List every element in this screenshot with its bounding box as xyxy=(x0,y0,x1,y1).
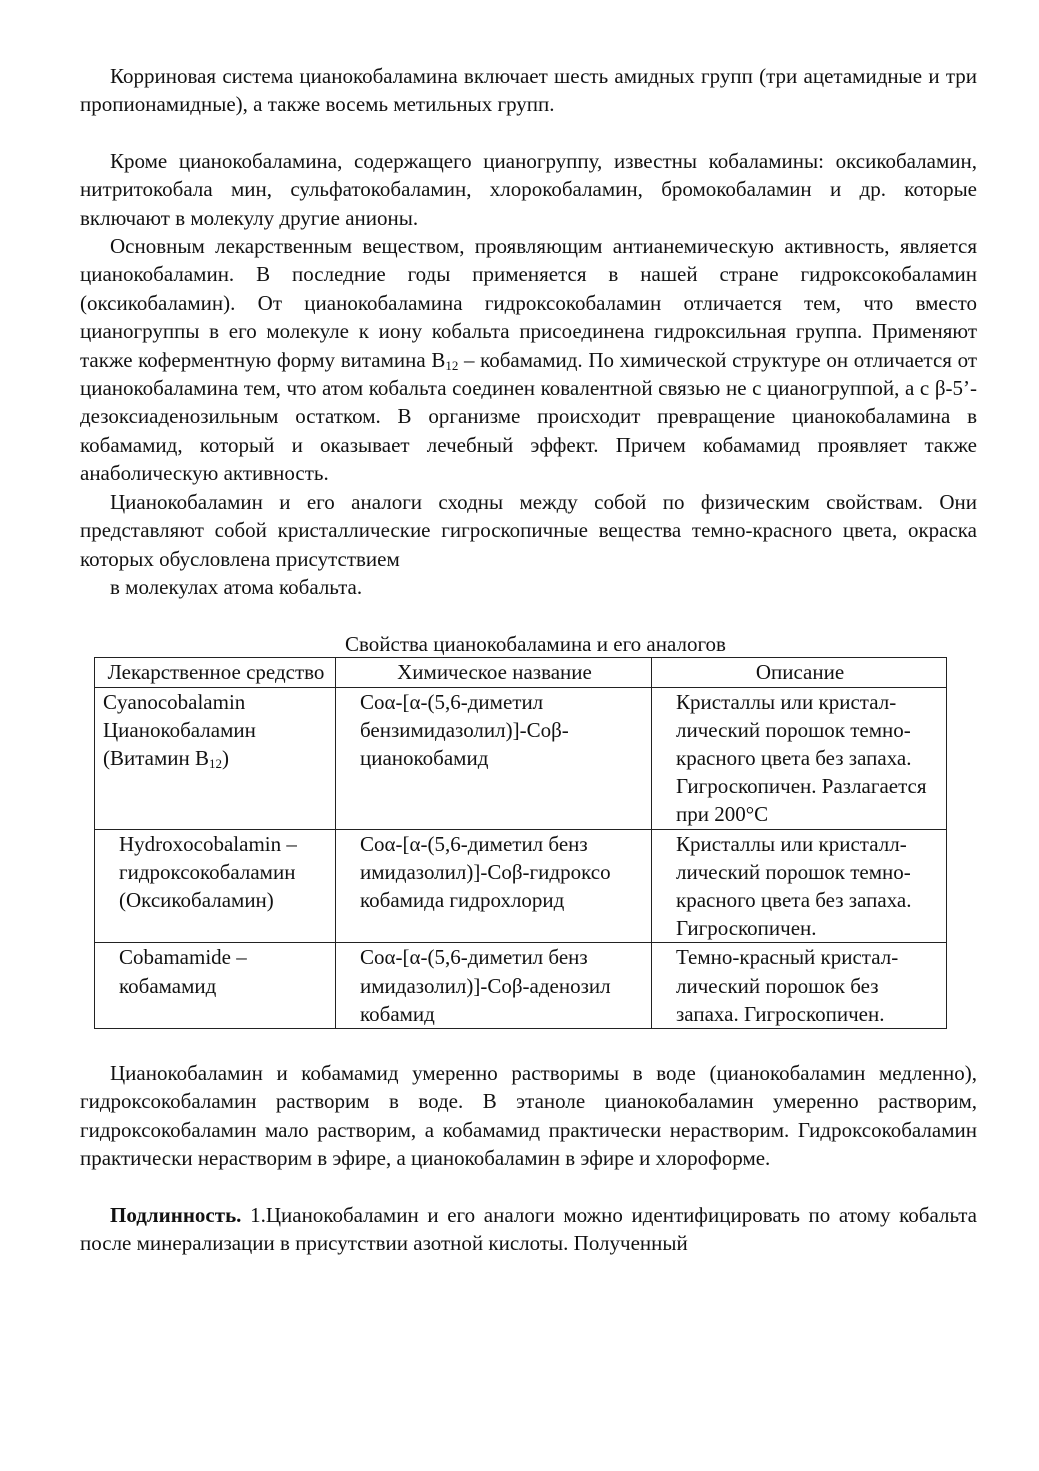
paragraph-solubility: Цианокобаламин и кобамамид умеренно растворимы в воде (цианокобаламин медленно), гидроксокобаламин растворим в воде. В этаноле цианокобаламин умеренно растворим, гидроксокобаламин мало растворим, а кобамамид практически нерастворим. Гидроксокобаламин практически нерастворим в эфире, а цианокобаламин в эфире и хлороформе. xyxy=(80,1060,977,1171)
properties-table xyxy=(94,657,947,1029)
cell-description: Темно-красный кристал-лический порошок без запаха. Гигроскопичен. xyxy=(652,943,947,1029)
cell-drug: Cyanocobalamin Цианокобаламин (Витамин $В_{12}$) xyxy=(95,687,336,829)
header-drug: Лекарственное средство xyxy=(95,658,336,687)
cell-chemical-name: Coα-[α-(5,6-диметил бенз имидазолил)]-Coβ-гидроксо кобамида гидрохлорид xyxy=(336,829,652,943)
cell-description: Кристаллы или кристалл-лический порошок темно-красного цвета без запаха. Гигроскопичен. xyxy=(652,829,947,943)
header-chemical-name: Химическое название xyxy=(336,658,652,687)
cell-chemical-name: Coα-[α-(5,6-диметил бензимидазолил)]-Coβ-цианокобамид xyxy=(336,687,652,829)
cell-drug: Cobamamide – кобамамид xyxy=(95,943,336,1029)
header-description: Описание xyxy=(652,658,947,687)
table-row xyxy=(95,829,947,943)
cell-chemical-name: Coα-[α-(5,6-диметил бенз имидазолил)]-Coβ-аденозил кобамид xyxy=(336,943,652,1029)
paragraph-main-substance: Основным лекарственным веществом, проявляющим антианемическую активность, является цианокобаламин. В последние годы применяется в нашей стране гидроксокобаламин (оксикобаламин). От цианокобаламина гидроксокобаламин отличается тем, что вместо цианогруппы в его молекуле к иону кобальта присоединена гидроксильная группа. Применяют также коферментную форму витамина $В_{12}$ – кобамамид. По химической структуре он отличается от цианокобаламина тем, что атом кобальта соединен ковалентной связью не с цианогруппой, а с β-5’-дезоксиаденозильным остатком. В организме происходит превращение цианокобаламина в кобамамид, который и оказывает лечебный эффект. Причем кобамамид проявляет также анаболическую активность. xyxy=(80,234,978,486)
paragraph-authenticity: Подлинность. 1.Цианокобаламин и его аналоги можно идентифицировать по атому кобальта после минерализации в присутствии азотной кислоты. Полученный xyxy=(80,1202,977,1255)
cell-description: Кристаллы или кристал-лический порошок темно-красного цвета без запаха. Гигроскопичен. Разлагается при 200°С xyxy=(652,687,947,829)
paragraph-cobalamins: Кроме цианокобаламина, содержащего цианогруппу, известны кобаламины: оксикобаламин, нитритокобала мин, сульфатокобаламин, хлорокобаламин, бромокобаламин и др. которые включают в молекулу другие анионы. xyxy=(80,148,977,230)
authenticity-heading: Подлинность. xyxy=(110,1202,242,1227)
table-caption: Свойства цианокобаламина и его аналогов xyxy=(345,632,726,657)
document-page xyxy=(80,62,977,1257)
paragraph-physical-properties: Цианокобаламин и его аналоги сходны между собой по физическим свойствам. Они представляют собой кристаллические гигроскопичные вещества темно-красного цвета, окраска которых обусловлена присутствием xyxy=(80,489,977,571)
table-row xyxy=(95,687,947,829)
cell-drug: Hydroxocobalamin – гидроксокобаламин (Оксикобаламин) xyxy=(95,829,336,943)
paragraph-cobalt-atom: в молекулах атома кобальта. xyxy=(110,574,363,599)
table-row xyxy=(95,943,947,1029)
table-header-row xyxy=(95,658,947,687)
subscript-12: 12 xyxy=(445,357,459,373)
paragraph-corrin-system: Корриновая система цианокобаламина включает шесть амидных групп (три ацетамидные и три пропионамидные), а также восемь метильных групп. xyxy=(80,64,977,117)
